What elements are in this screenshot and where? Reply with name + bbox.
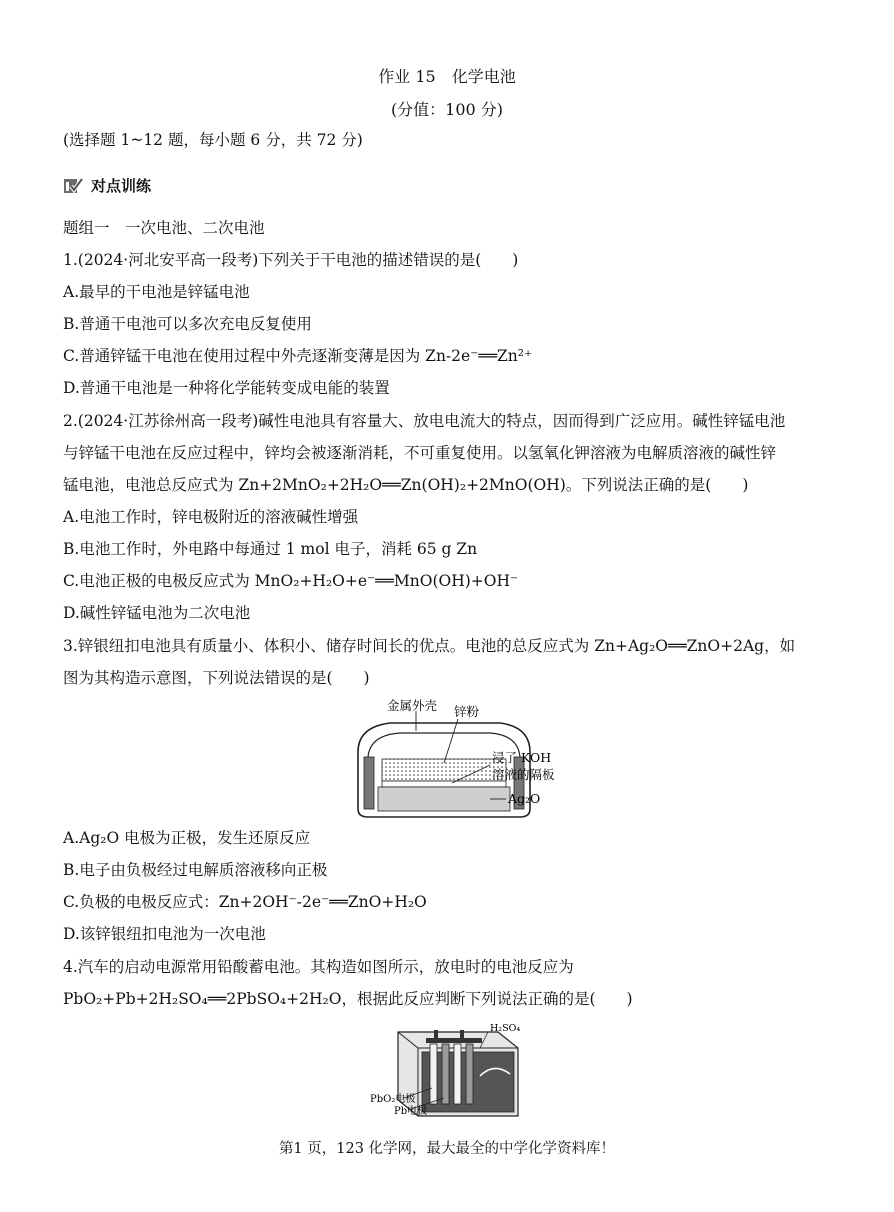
left-gasket xyxy=(364,757,374,809)
q2-option-c xyxy=(63,570,518,592)
q2-option-d: D.碱性锌锰电池为二次电池 xyxy=(63,604,251,622)
q2-option-c-text: C.电池正极的电极反应式为 xyxy=(63,572,255,590)
q3-total-reaction: Zn+Ag₂O══ZnO+2Ag xyxy=(594,637,765,655)
separator-layer xyxy=(382,781,506,787)
q1-stem: 1.(2024·河北安平高一段考)下列关于干电池的描述错误的是( ) xyxy=(63,251,519,269)
lead-acid-battery-figure xyxy=(368,1018,532,1124)
label-metal-shell: 金属外壳 xyxy=(387,698,438,713)
section-heading xyxy=(63,175,151,196)
q4-stem-line1: 4.汽车的启动电源常用铅酸蓄电池。其构造如图所示，放电时的电池反应为 xyxy=(63,958,574,976)
q3-stem-line2: 图为其构造示意图，下列说法错误的是( ) xyxy=(63,669,370,687)
q4-stem-end: ，根据此反应判断下列说法正确的是( ) xyxy=(341,990,633,1008)
label-separator-1: 浸了 KOH xyxy=(492,750,552,765)
label-h2so4: H₂SO₄ xyxy=(490,1023,521,1034)
q1-option-c-formula: Zn-2e⁻══Zn²⁺ xyxy=(425,347,533,365)
q3-option-a: A.Ag₂O 电极为正极，发生还原反应 xyxy=(63,829,311,847)
q2-stem-line3 xyxy=(63,474,748,496)
q3-stem-line1 xyxy=(63,635,795,657)
label-zinc-powder: 锌粉 xyxy=(454,704,480,719)
q2-option-c-formula: MnO₂+H₂O+e⁻══MnO(OH)+OH⁻ xyxy=(254,572,519,590)
q3-option-c xyxy=(63,891,427,913)
q3-option-b: B.电子由负极经过电解质溶液移向正极 xyxy=(63,861,328,879)
q2-option-b: B.电池工作时，外电路中每通过 1 mol 电子，消耗 65 g Zn xyxy=(63,540,478,558)
q2-total-reaction: Zn+2MnO₂+2H₂O══Zn(OH)₂+2MnO(OH) xyxy=(238,476,566,494)
pbo2-plate-1 xyxy=(430,1044,437,1104)
q2-stem-end: 。下列说法正确的是( ) xyxy=(565,476,749,494)
q2-stem-line1: 2.(2024·江苏徐州高一段考)碱性电池具有容量大、放电电流大的特点，因而得到广泛应用。碱性锌锰电池 xyxy=(63,412,786,430)
q3-option-c-formula: Zn+2OH⁻-2e⁻══ZnO+H₂O xyxy=(218,893,427,911)
page-footer: 第1 页，123 化学网，最大最全的中学化学资料库！ xyxy=(278,1141,616,1157)
section-title: 对点训练 xyxy=(91,177,152,195)
q1-option-c xyxy=(63,345,532,367)
pb-plate-2 xyxy=(466,1044,473,1104)
score-note: (分值：100 分) xyxy=(390,100,504,119)
instruction-note: (选择题 1~12 题，每小题 6 分，共 72 分) xyxy=(63,131,363,149)
q3-option-c-text: C.负极的电极反应式： xyxy=(63,893,219,911)
q1-option-a: A.最早的干电池是锌锰电池 xyxy=(63,283,250,301)
q4-stem-line2 xyxy=(63,988,633,1010)
button-cell-figure xyxy=(340,697,560,822)
q1-option-d: D.普通干电池是一种将化学能转变成电能的装置 xyxy=(63,379,390,397)
q2-stem-line2: 与锌锰干电池在反应过程中，锌均会被逐渐消耗，不可重复使用。以氢氧化钾溶液为电解质溶液的碱性锌 xyxy=(63,444,777,462)
q1-option-b: B.普通干电池可以多次充电反复使用 xyxy=(63,315,312,333)
label-ag2o: Ag₂O xyxy=(508,791,541,806)
pb-plate-1 xyxy=(442,1044,449,1104)
label-pbo2-electrode: PbO₂电极 xyxy=(370,1094,416,1105)
label-separator-2: 溶液的隔板 xyxy=(492,767,555,782)
pbo2-plate-2 xyxy=(454,1044,461,1104)
q3-stem-end: ，如 xyxy=(764,637,796,655)
q2-stem-text: 锰电池，电池总反应式为 xyxy=(63,476,239,494)
checklist-icon xyxy=(63,177,83,195)
group-title: 题组一 一次电池、二次电池 xyxy=(63,219,265,237)
page-title: 作业 15 化学电池 xyxy=(378,67,516,86)
q4-total-reaction: PbO₂+Pb+2H₂SO₄══2PbSO₄+2H₂O xyxy=(63,990,342,1008)
label-pb-electrode: Pb电极 xyxy=(394,1106,428,1117)
q1-option-c-text: C.普通锌锰干电池在使用过程中外壳逐渐变薄是因为 xyxy=(63,347,426,365)
q3-stem-text: 3.锌银纽扣电池具有质量小、体积小、储存时间长的优点。电池的总反应式为 xyxy=(63,637,595,655)
q2-option-a: A.电池工作时，锌电极附近的溶液碱性增强 xyxy=(63,508,359,526)
q3-option-d: D.该锌银纽扣电池为一次电池 xyxy=(63,925,266,943)
